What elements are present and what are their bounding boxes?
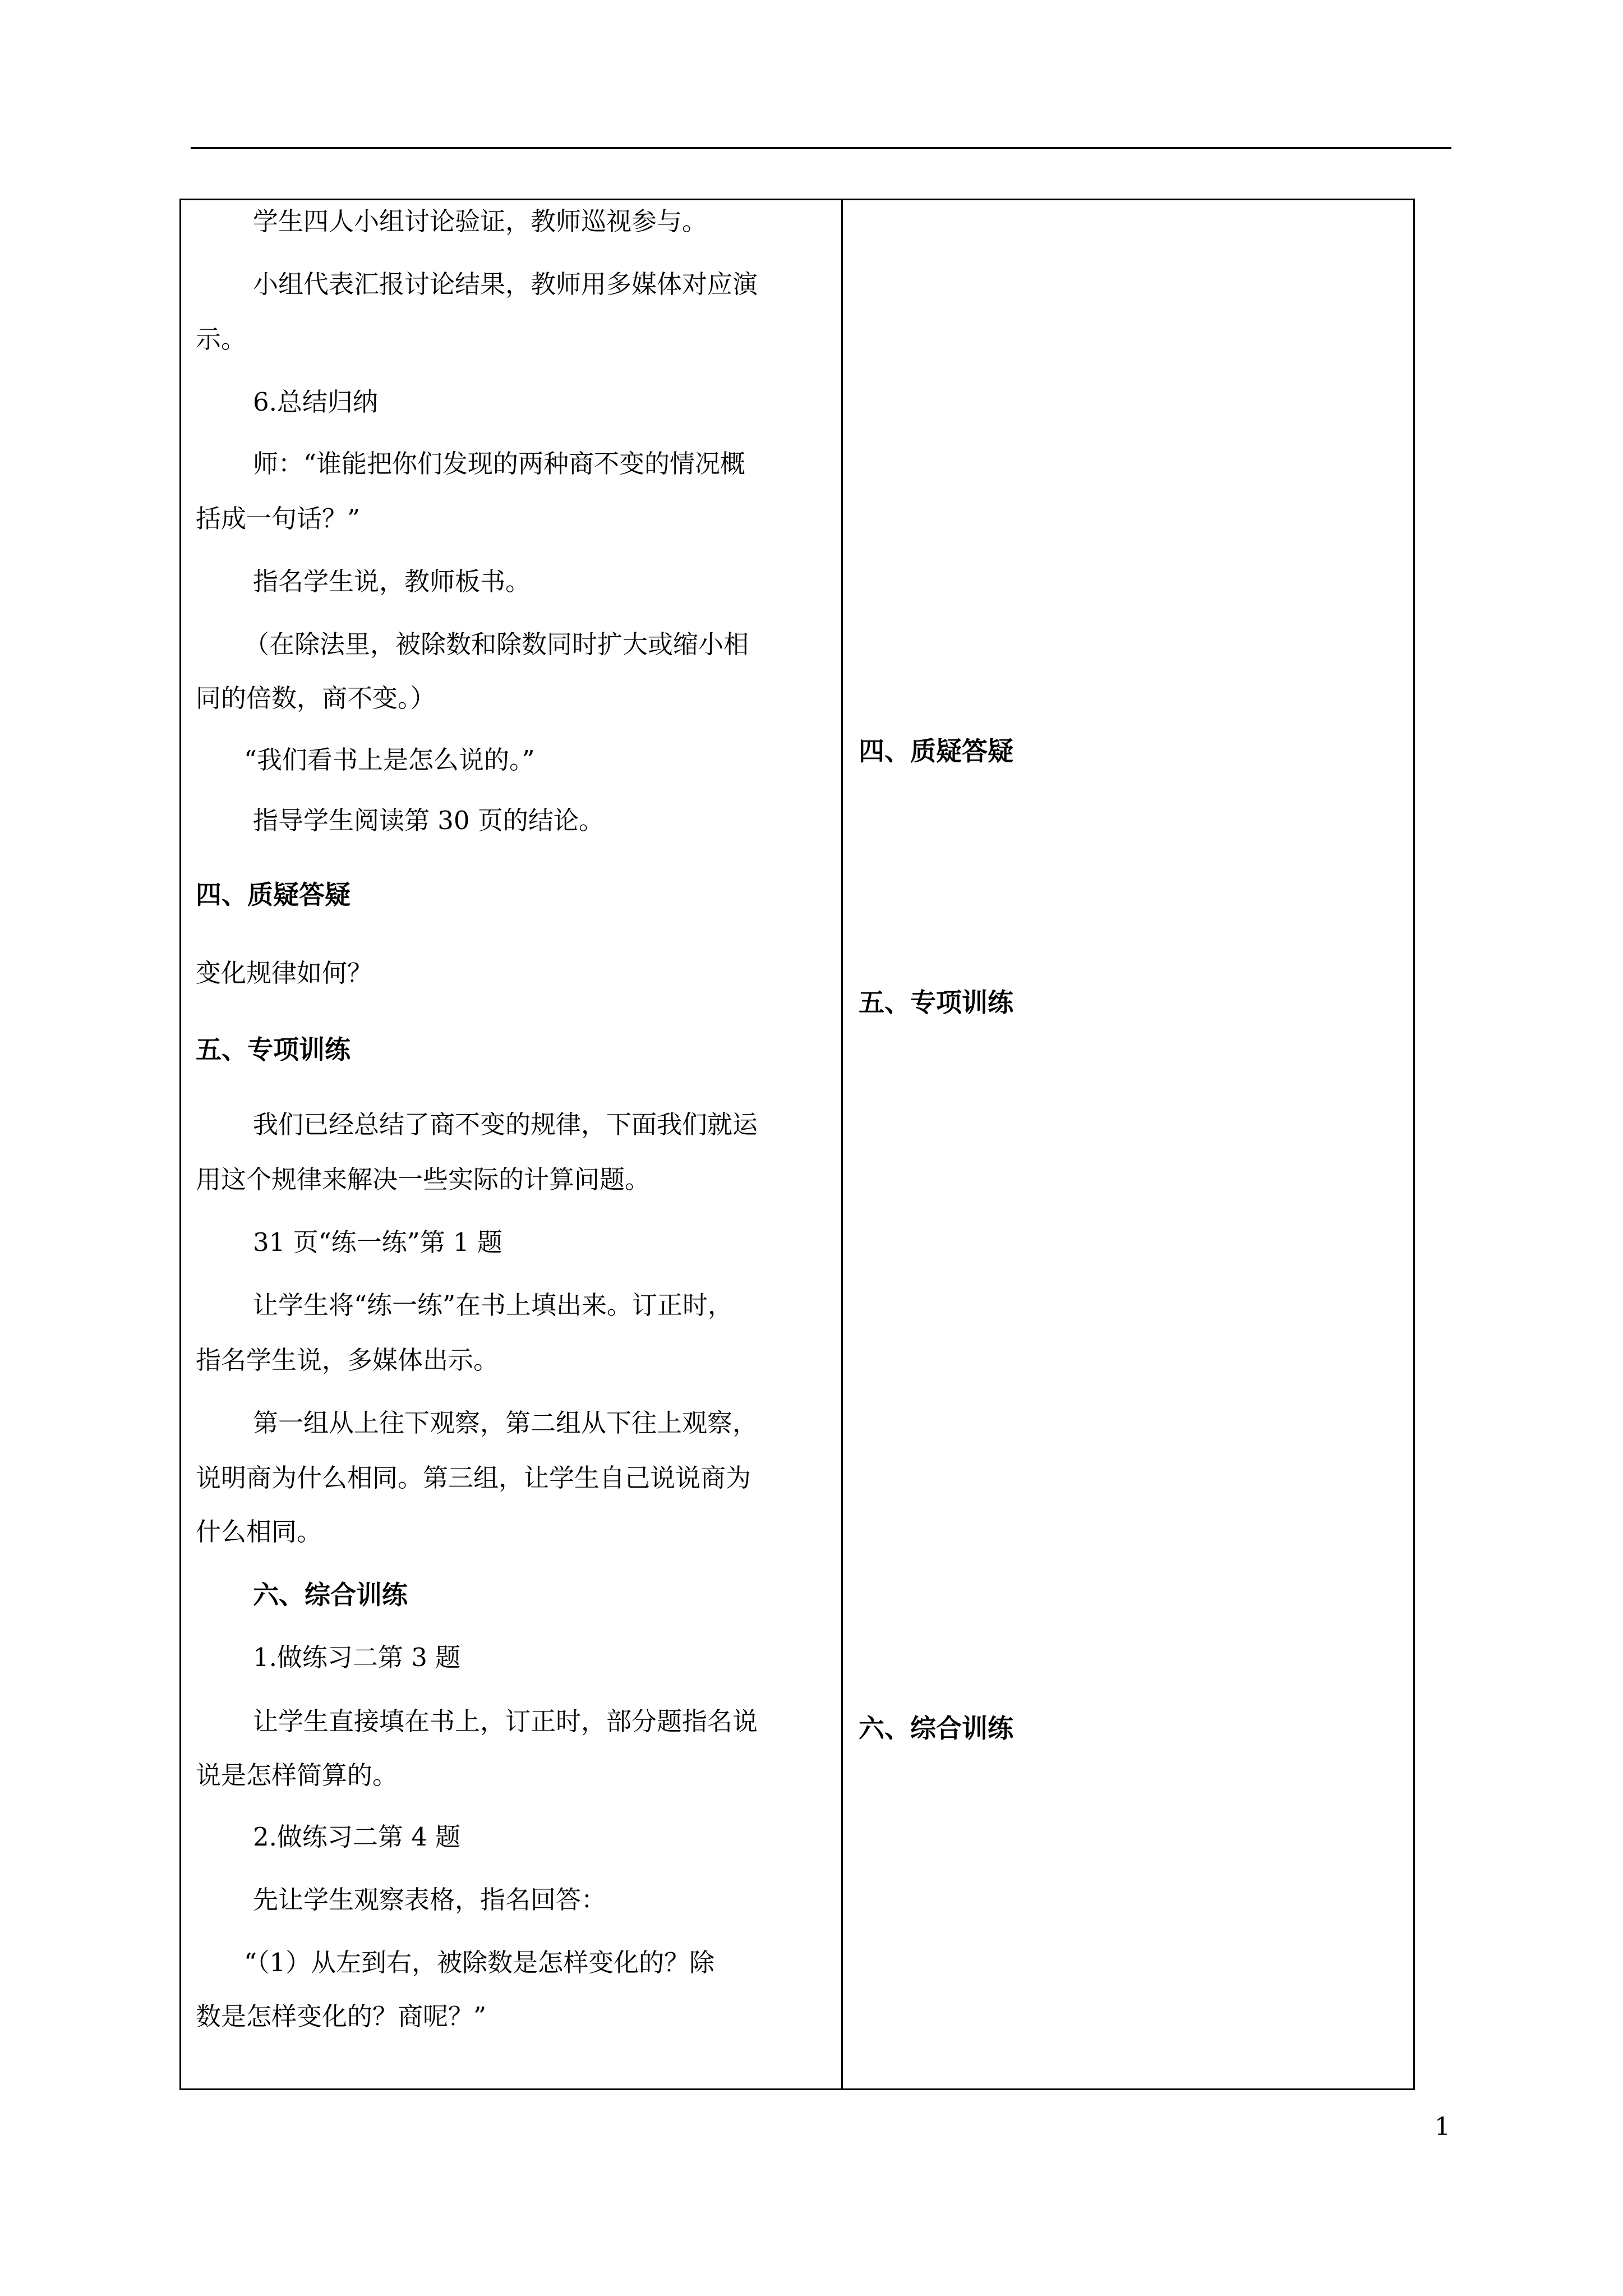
paragraph: “我们看书上是怎么说的。” (244, 745, 535, 775)
paragraph: 师：“谁能把你们发现的两种商不变的情况概 (253, 449, 746, 478)
paragraph: 示。 (196, 324, 247, 354)
paragraph: 用这个规律来解决一些实际的计算问题。 (196, 1165, 651, 1194)
page-number: 1 (1435, 2113, 1450, 2141)
paragraph: 第一组从上往下观察，第二组从下往上观察， (253, 1408, 758, 1438)
paragraph: 让学生将“练一练”在书上填出来。订正时， (253, 1290, 734, 1320)
paragraph: 变化规律如何？ (196, 958, 373, 988)
paragraph: 先让学生观察表格，指名回答： (253, 1885, 607, 1915)
paragraph: 我们已经总结了商不变的规律，下面我们就运 (253, 1110, 758, 1139)
paragraph: 指名学生说，教师板书。 (253, 567, 531, 596)
section-heading: 六、综合训练 (859, 1713, 1013, 1743)
paragraph: 指名学生说，多媒体出示。 (196, 1345, 499, 1375)
paragraph: 2.做练习二第 4 题 (253, 1822, 461, 1852)
paragraph: 同的倍数，商不变。） (196, 683, 436, 713)
paragraph: 学生四人小组讨论验证，教师巡视参与。 (253, 206, 708, 236)
paragraph: 数是怎样变化的？商呢？” (196, 2001, 487, 2031)
section-heading: 五、专项训练 (196, 1034, 351, 1065)
left-column (181, 200, 842, 2090)
section-heading: 六、综合训练 (253, 1580, 408, 1610)
paragraph: 31 页“练一练”第 1 题 (253, 1227, 502, 1257)
paragraph: （在除法里，被除数和除数同时扩大或缩小相 (244, 629, 749, 659)
section-heading: 四、质疑答疑 (196, 880, 351, 910)
lesson-plan-table (179, 199, 1415, 2090)
paragraph: 1.做练习二第 3 题 (253, 1642, 461, 1672)
paragraph: “（1）从左到右，被除数是怎样变化的？除 (244, 1948, 715, 1977)
paragraph: 什么相同。 (196, 1517, 322, 1547)
right-column (842, 200, 1414, 2090)
section-heading: 五、专项训练 (859, 987, 1013, 1018)
paragraph: 6.总结归纳 (253, 387, 378, 417)
paragraph: 指导学生阅读第 30 页的结论。 (253, 806, 604, 835)
header-rule (191, 147, 1451, 149)
paragraph: 让学生直接填在书上，订正时，部分题指名说 (253, 1706, 758, 1736)
paragraph: 括成一句话？” (196, 504, 361, 533)
paragraph: 说明商为什么相同。第三组，让学生自己说说商为 (196, 1463, 751, 1493)
paragraph: 说是怎样简算的。 (196, 1760, 398, 1790)
paragraph: 小组代表汇报讨论结果，教师用多媒体对应演 (253, 269, 758, 299)
section-heading: 四、质疑答疑 (859, 736, 1013, 766)
